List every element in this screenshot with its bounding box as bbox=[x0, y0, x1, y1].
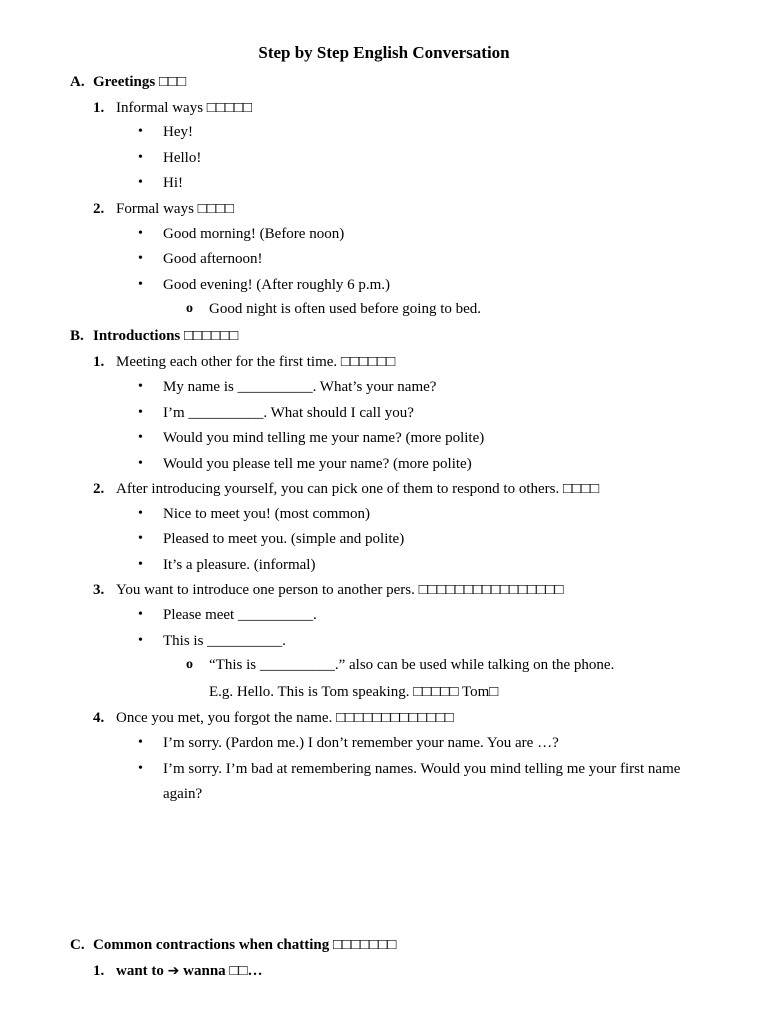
item-b2-text: After introducing yourself, you can pick one of them to respond to others. □□□□ bbox=[116, 481, 600, 497]
list-item: Good morning! (Before noon) bbox=[163, 226, 345, 242]
bullet-icon: • bbox=[138, 251, 143, 266]
sub-bullet-icon: o bbox=[186, 657, 193, 672]
list-item: Would you mind telling me your name? (more polite) bbox=[163, 430, 485, 446]
list-item: Hi! bbox=[163, 175, 183, 191]
bullet-icon: • bbox=[138, 379, 143, 394]
section-b-heading: Introductions □□□□□□ bbox=[93, 328, 239, 344]
section-c-marker: C. bbox=[70, 937, 85, 953]
list-item: Hey! bbox=[163, 124, 193, 140]
item-b2-number: 2. bbox=[93, 481, 105, 497]
contraction-full: want to bbox=[116, 963, 168, 979]
sub-list-item-continuation: E.g. Hello. This is Tom speaking. □□□□□ Tom□ bbox=[209, 684, 499, 700]
bullet-icon: • bbox=[138, 405, 143, 420]
contraction-short: wanna □□… bbox=[179, 963, 263, 979]
list-item: Would you please tell me your name? (more polite) bbox=[163, 456, 472, 472]
item-a2-number: 2. bbox=[93, 201, 105, 217]
bullet-icon: • bbox=[138, 175, 143, 190]
bullet-icon: • bbox=[138, 506, 143, 521]
item-c1-text bbox=[116, 961, 263, 981]
sub-bullet-icon: o bbox=[186, 301, 193, 316]
section-a-marker: A. bbox=[70, 74, 85, 90]
bullet-icon: • bbox=[138, 761, 143, 776]
item-b3-text: You want to introduce one person to another pers. □□□□□□□□□□□□□□□□ bbox=[116, 582, 564, 598]
item-b1-number: 1. bbox=[93, 354, 105, 370]
bullet-icon: • bbox=[138, 430, 143, 445]
list-item: Good evening! (After roughly 6 p.m.) bbox=[163, 277, 391, 293]
bullet-icon: • bbox=[138, 277, 143, 292]
bullet-icon: • bbox=[138, 735, 143, 750]
bullet-icon: • bbox=[138, 633, 143, 648]
item-a2-text: Formal ways □□□□ bbox=[116, 201, 234, 217]
sub-list-item: “This is __________.” also can be used while talking on the phone. bbox=[209, 657, 615, 673]
item-b4-number: 4. bbox=[93, 710, 105, 726]
section-b-marker: B. bbox=[70, 328, 84, 344]
bullet-icon: • bbox=[138, 557, 143, 572]
list-item: I’m sorry. I’m bad at remembering names. Would you mind telling me your first name bbox=[163, 761, 681, 777]
list-item: Please meet __________. bbox=[163, 607, 317, 623]
list-item: It’s a pleasure. (informal) bbox=[163, 557, 316, 573]
item-a1-number: 1. bbox=[93, 100, 105, 116]
item-c1-number: 1. bbox=[93, 963, 105, 979]
bullet-icon: • bbox=[138, 124, 143, 139]
list-item: Hello! bbox=[163, 150, 202, 166]
section-a-heading: Greetings □□□ bbox=[93, 74, 187, 90]
bullet-icon: • bbox=[138, 150, 143, 165]
item-b4-text: Once you met, you forgot the name. □□□□□□□□□□□□□ bbox=[116, 710, 454, 726]
item-b3-number: 3. bbox=[93, 582, 105, 598]
list-item-continuation: again? bbox=[163, 786, 203, 802]
sub-list-item: Good night is often used before going to bed. bbox=[209, 301, 482, 317]
bullet-icon: • bbox=[138, 607, 143, 622]
item-b1-text: Meeting each other for the first time. □□□□□□ bbox=[116, 354, 396, 370]
list-item: My name is __________. What’s your name? bbox=[163, 379, 437, 395]
bullet-icon: • bbox=[138, 531, 143, 546]
list-item: Nice to meet you! (most common) bbox=[163, 506, 371, 522]
list-item: Good afternoon! bbox=[163, 251, 263, 267]
arrow-right-icon: ➔ bbox=[167, 963, 180, 979]
list-item: I’m sorry. (Pardon me.) I don’t remember your name. You are …? bbox=[163, 735, 559, 751]
list-item: This is __________. bbox=[163, 633, 286, 649]
list-item: I’m __________. What should I call you? bbox=[163, 405, 414, 421]
item-a1-text: Informal ways □□□□□ bbox=[116, 100, 253, 116]
bullet-icon: • bbox=[138, 456, 143, 471]
section-c-heading: Common contractions when chatting □□□□□□□ bbox=[93, 937, 397, 953]
bullet-icon: • bbox=[138, 226, 143, 241]
document-title: Step by Step English Conversation bbox=[258, 43, 510, 62]
list-item: Pleased to meet you. (simple and polite) bbox=[163, 531, 405, 547]
